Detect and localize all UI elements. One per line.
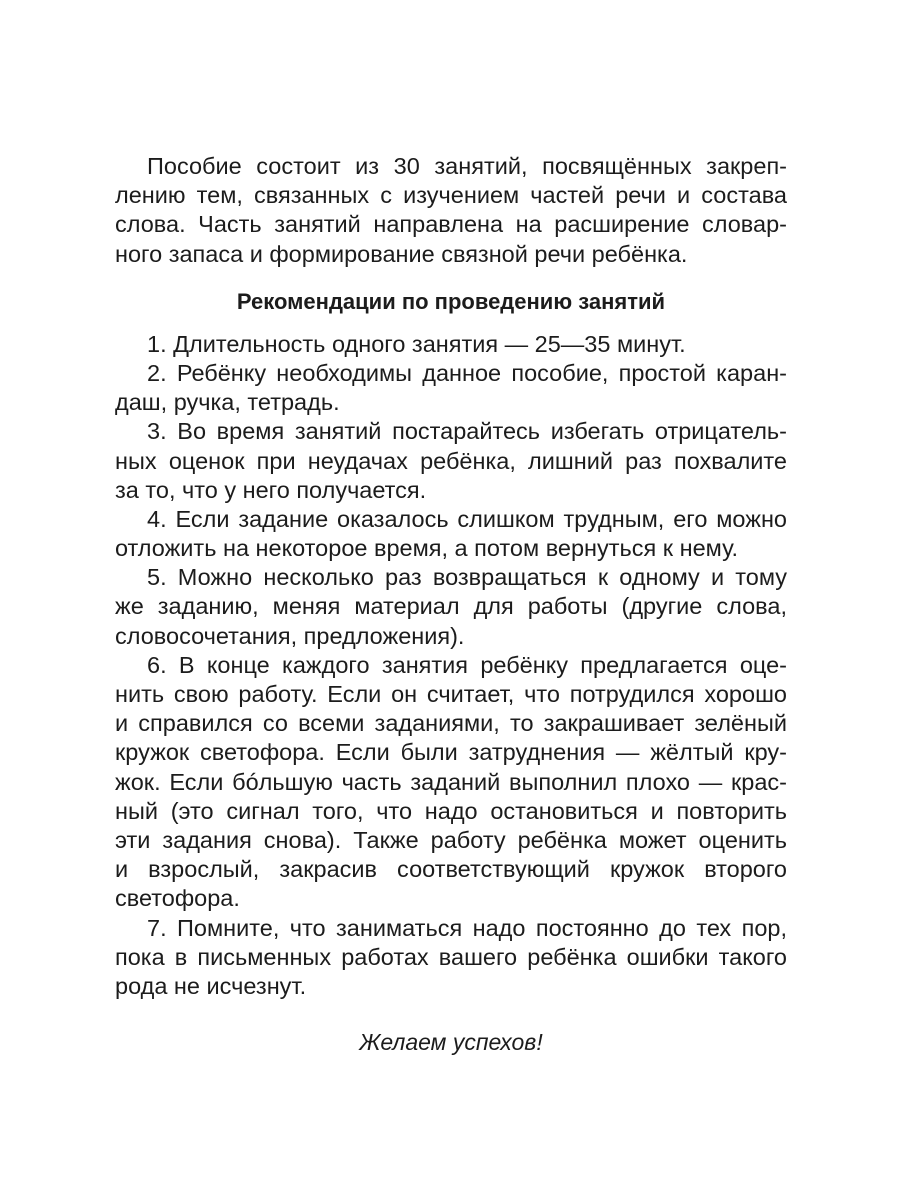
item-line: и справился со всеми заданиями, то закрашивает зелёный xyxy=(115,710,787,737)
recommendation-item xyxy=(115,505,787,563)
recommendation-item xyxy=(115,914,787,1002)
item-line: 6. В конце каждого занятия ребёнку предлагается оце- xyxy=(147,651,787,678)
item-line: и взрослый, закрасив соответствующий кружок второго xyxy=(115,856,787,883)
item-line: 1. Длительность одного занятия — 25—35 минут. xyxy=(147,330,686,357)
item-line: словосочетания, предложения). xyxy=(115,622,465,649)
page xyxy=(115,152,787,1057)
section-heading: Рекомендации по проведению занятий xyxy=(236,288,666,314)
intro-line: Пособие состоит из 30 занятий, посвящённых закреп- xyxy=(147,153,787,179)
item-line: светофора. xyxy=(115,885,240,912)
intro-line: слова. Часть занятий направлена на расширение словар- xyxy=(115,211,787,238)
recommendation-item xyxy=(115,330,787,359)
closing-wish: Желаем успехов! xyxy=(359,1029,543,1056)
item-line: эти задания снова). Также работу ребёнка может оценить xyxy=(115,826,787,853)
item-line: 7. Помните, что заниматься надо постоянно до тех пор, xyxy=(147,914,787,941)
recommendation-item xyxy=(115,417,787,505)
recommendation-item xyxy=(115,359,787,417)
item-line: нить свою работу. Если он считает, что потрудился хорошо xyxy=(115,681,787,707)
item-line: рода не исчезнут. xyxy=(115,972,307,999)
item-line: 2. Ребёнку необходимы данное пособие, простой каран- xyxy=(147,359,787,386)
item-line: 5. Можно несколько раз возвращаться к одному и тому xyxy=(147,564,787,591)
intro-paragraph xyxy=(115,152,787,269)
item-line: же заданию, меняя материал для работы (другие слова, xyxy=(115,593,787,620)
item-line: даш, ручка, тетрадь. xyxy=(115,389,340,416)
item-line: 3. Во время занятий постарайтесь избегать отрицатель- xyxy=(147,418,787,445)
item-line: 4. Если задание оказалось слишком трудным, его можно xyxy=(147,505,787,532)
item-line: за то, что у него получается. xyxy=(115,476,427,503)
item-line: пока в письменных работах вашего ребёнка ошибки такого xyxy=(115,943,787,970)
intro-line: ного запаса и формирование связной речи ребёнка. xyxy=(115,240,688,267)
intro-line: лению тем, связанных с изучением частей речи и состава xyxy=(115,182,787,209)
recommendation-item xyxy=(115,563,787,651)
recommendations-list xyxy=(115,330,787,1001)
item-line: отложить на некоторое время, а потом вернуться к нему. xyxy=(115,535,738,562)
item-line: ный (это сигнал того, что надо остановиться и повторить xyxy=(115,797,787,824)
item-line: кружок светофора. Если были затруднения — жёлтый кру- xyxy=(115,739,787,766)
item-line: жок. Если бóльшую часть заданий выполнил плохо — крас- xyxy=(115,768,787,795)
recommendation-item xyxy=(115,651,787,914)
item-line: ных оценок при неудачах ребёнка, лишний раз похвалите xyxy=(115,447,787,474)
